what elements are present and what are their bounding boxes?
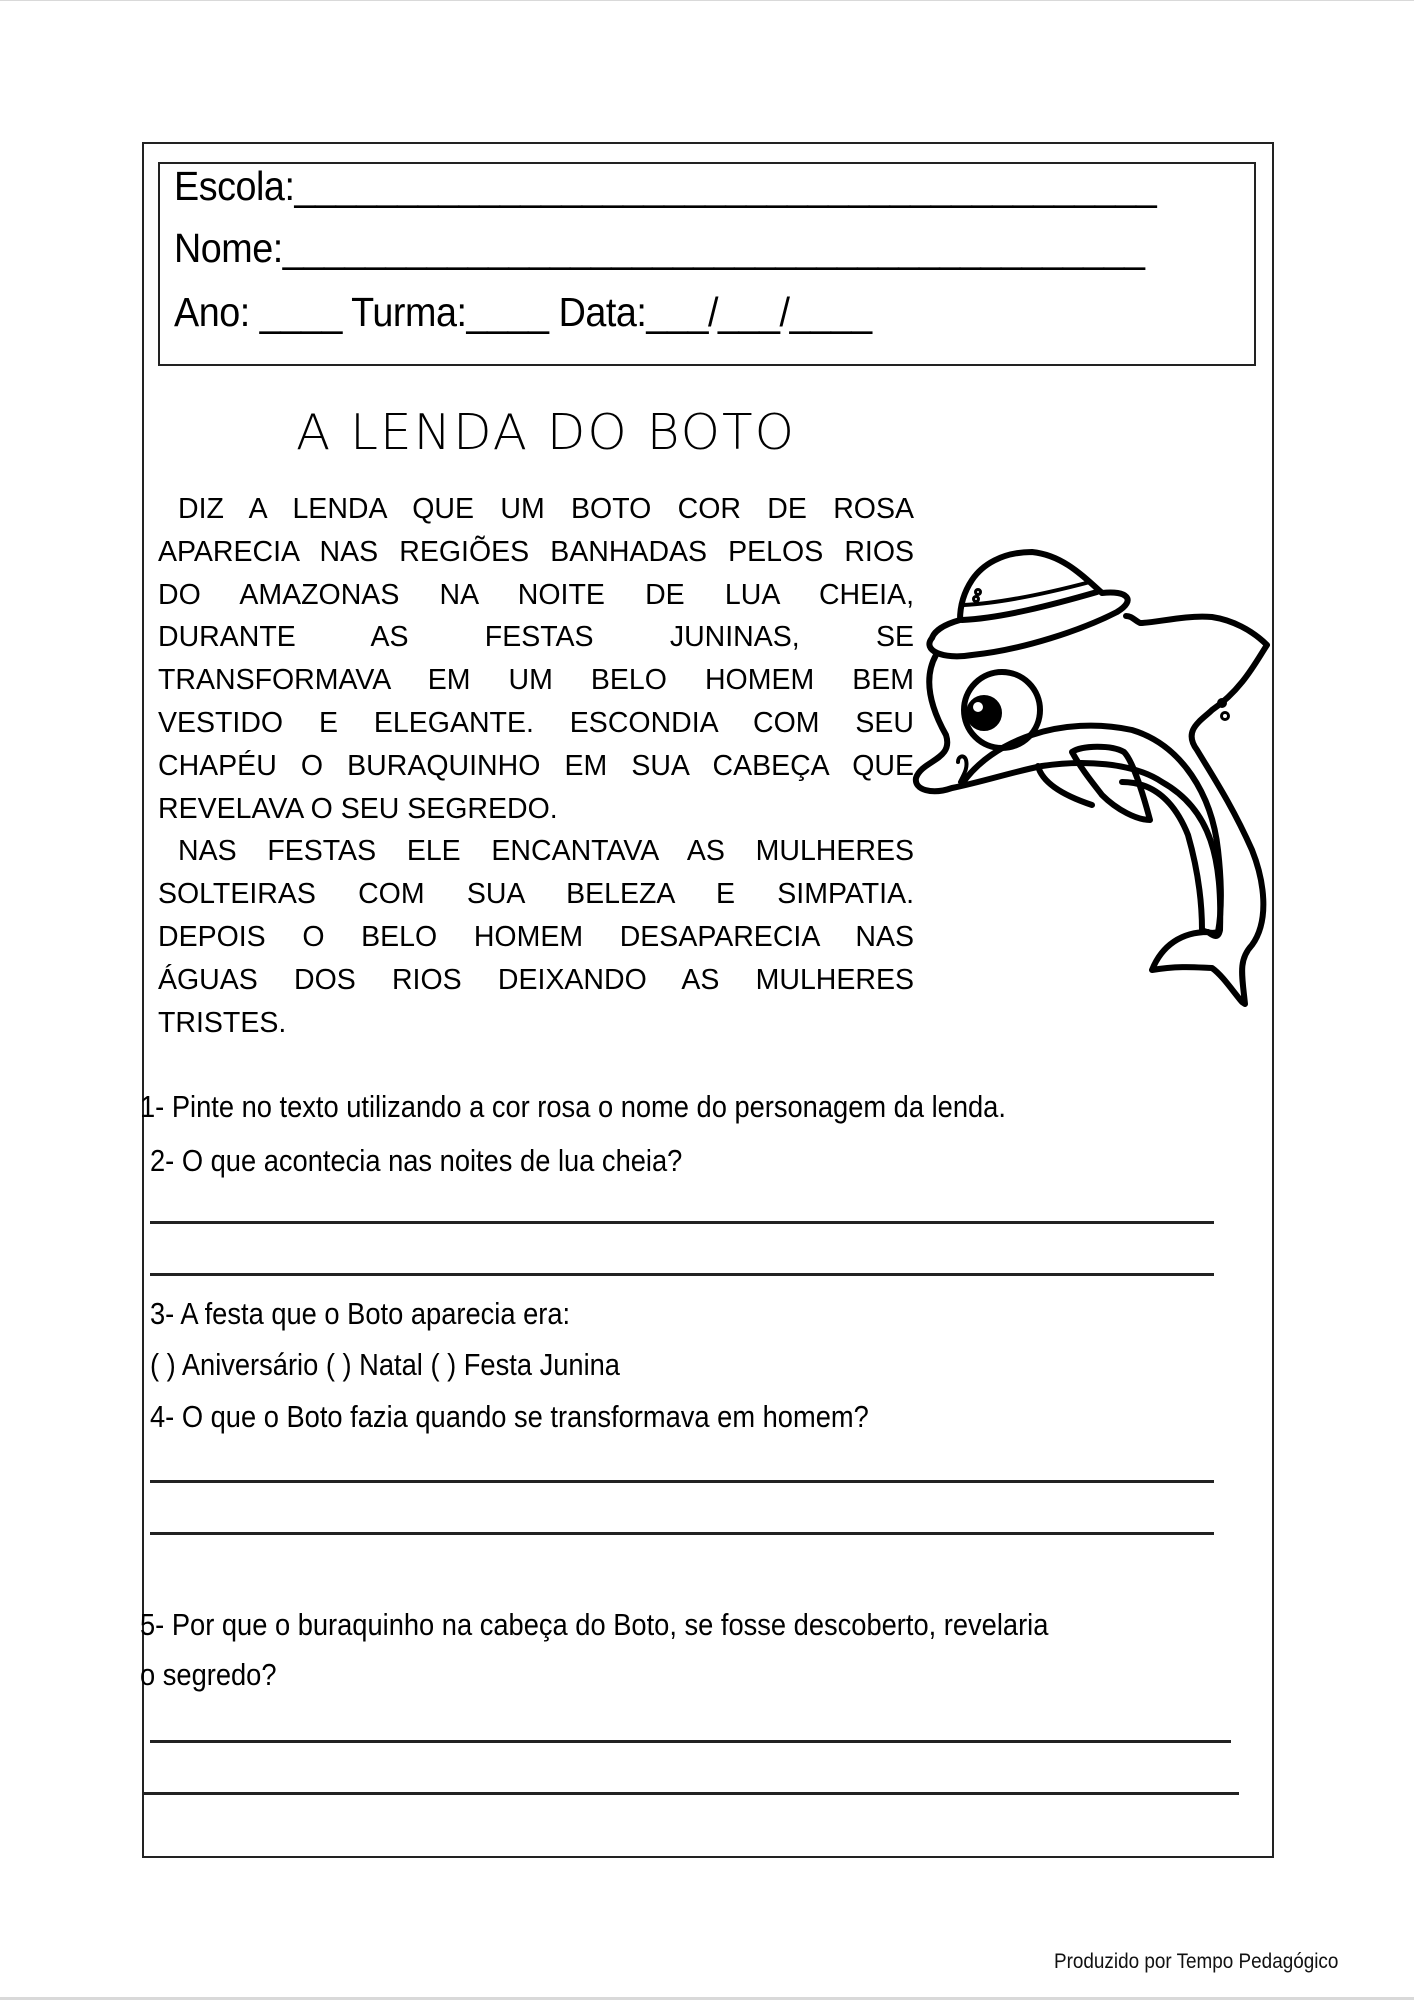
story-line: DIZ A LENDA QUE UM BOTO COR DE ROSA [178,493,914,525]
story-line: CHAPÉU O BURAQUINHO EM SUA CABEÇA QUE [158,749,914,782]
question-2: 2- O que acontecia nas noites de lua cheia? [150,1143,683,1178]
question-1: 1- Pinte no texto utilizando a cor rosa o nome do personagem da lenda. [140,1089,1006,1124]
story-text [158,488,914,1044]
answer-line-q4-2[interactable] [150,1532,1214,1535]
page-top-edge [0,0,1414,1]
story-line: VESTIDO E ELEGANTE. ESCONDIA COM SEU [158,706,914,739]
footer-credit: Produzido por Tempo Pedagógico [1054,1950,1339,1973]
answer-line-q4-1[interactable] [150,1480,1214,1483]
answer-line-q5-1[interactable] [150,1740,1231,1743]
answer-line-q2-1[interactable] [150,1221,1214,1224]
story-title: A LENDA DO BOTO [296,404,796,461]
dolphin-with-hat-icon [912,520,1272,1010]
story-line: DEPOIS O BELO HOMEM DESAPARECIA NAS [158,920,914,953]
question-3-options[interactable]: ( ) Aniversário ( ) Natal ( ) Festa Junina [150,1347,620,1382]
nome-field[interactable]: Nome:__________________________________________ [174,225,1145,271]
story-line: TRISTES. [158,1006,287,1039]
story-line: DURANTE AS FESTAS JUNINAS, SE [158,621,914,654]
story-line: DO AMAZONAS NA NOITE DE LUA CHEIA, [158,578,914,611]
story-line: ÁGUAS DOS RIOS DEIXANDO AS MULHERES [158,963,914,996]
question-5: 5- Por que o buraquinho na cabeça do Boto, se fosse descoberto, revelaria [140,1607,1049,1642]
question-3: 3- A festa que o Boto aparecia era: [150,1296,571,1331]
story-line: TRANSFORMAVA EM UM BELO HOMEM BEM [158,664,914,697]
story-line: SOLTEIRAS COM SUA BELEZA E SIMPATIA. [158,878,914,911]
answer-line-q5-2[interactable] [142,1792,1239,1795]
ano-turma-data-field[interactable]: Ano: ____ Turma:____ Data:___/___/____ [174,289,872,335]
answer-line-q2-2[interactable] [150,1273,1214,1276]
story-line: NAS FESTAS ELE ENCANTAVA AS MULHERES [178,835,914,868]
story-line: APARECIA NAS REGIÕES BANHADAS PELOS RIOS [158,535,914,568]
question-5-continuation: o segredo? [140,1657,277,1692]
question-4: 4- O que o Boto fazia quando se transformava em homem? [150,1399,869,1434]
story-line: REVELAVA O SEU SEGREDO. [158,792,558,825]
escola-field[interactable]: Escola:__________________________________________ [174,163,1157,209]
